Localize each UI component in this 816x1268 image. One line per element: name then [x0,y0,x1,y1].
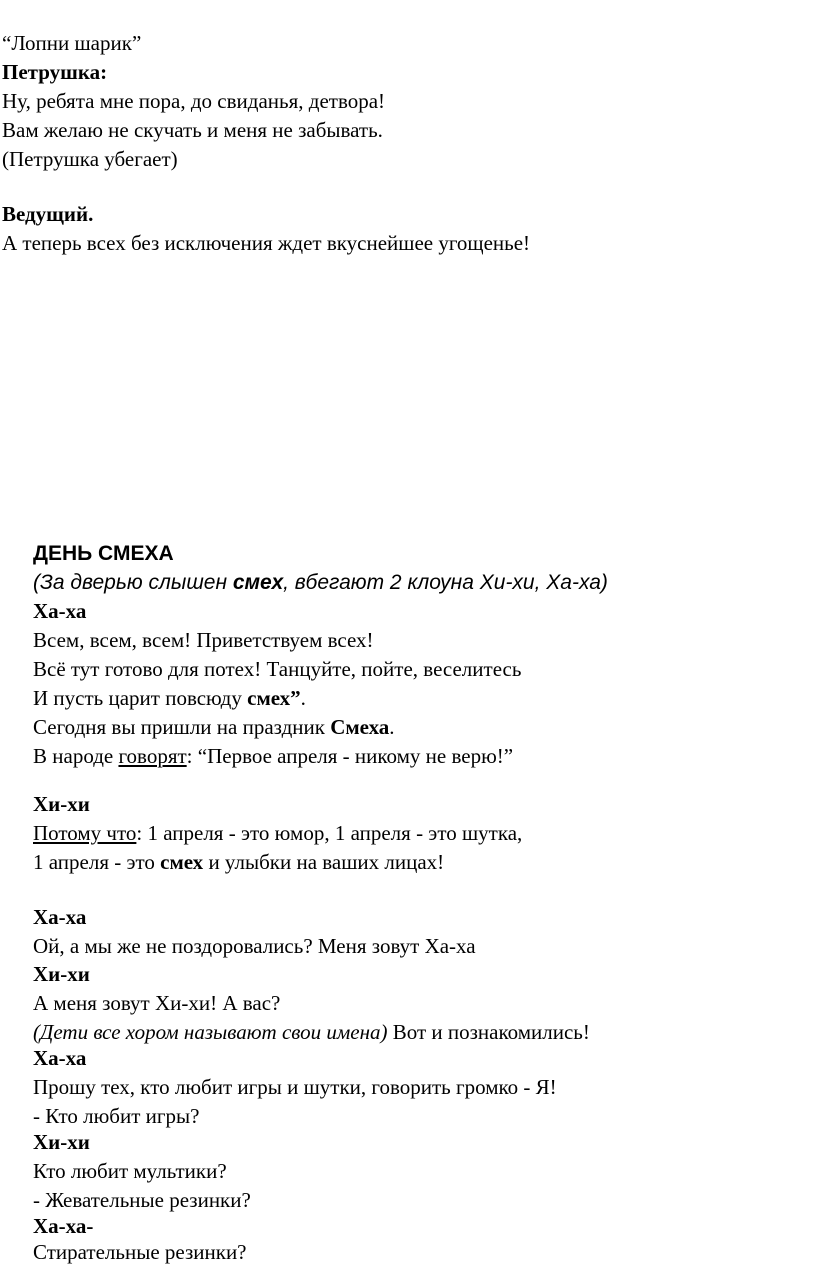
dialogue-line: Кто любит мультики? [33,1159,227,1183]
intro-stage-direction [33,568,608,597]
line-bold-word: смех [160,850,204,874]
speaker-name: Ха-ха- [33,1214,94,1238]
speaker-name: Ха-ха [33,905,87,929]
intro-text: (За дверью слышен [33,571,233,594]
line-underlined-word: Потому что [33,821,137,845]
dialogue-line [33,848,444,877]
line-bold-word: смех” [247,686,301,710]
stage-direction: (Петрушка убегает) [2,147,178,171]
dialogue-line: - Жевательные резинки? [33,1188,251,1212]
speaker-name: Ведущий. [2,202,94,226]
dialogue-line: Ну, ребята мне пора, до свиданья, детвора! [2,89,386,113]
speaker-name: Хи-хи [33,792,90,816]
dialogue-line [33,742,513,771]
section-heading: ДЕНЬ СМЕХА [33,542,174,565]
line-text: : 1 апреля - это юмор, 1 апреля - это шутка, [136,821,523,845]
line-text: Вот и познакомились! [387,1020,590,1044]
dialogue-line: А меня зовут Хи-хи! А вас? [33,991,281,1015]
line-text: В народе [33,744,119,768]
dialogue-line: Всё тут готово для потех! Танцуйте, пойте, веселитесь [33,657,522,681]
dialogue-line: Всем, всем, всем! Приветствуем всех! [33,628,374,652]
dialogue-line: Вам желаю не скучать и меня не забывать. [2,118,383,142]
line-text: 1 апреля - это [33,850,161,874]
line-text: и улыбки на ваших лицах! [203,850,445,874]
speaker-name: Хи-хи [33,1130,90,1154]
dialogue-line: - Кто любит игры? [33,1104,200,1128]
speaker-name: Петрушка: [2,60,108,84]
dialogue-line [33,1018,590,1047]
dialogue-line [33,819,522,848]
line-text: . [389,715,395,739]
line-text: Сегодня вы пришли на праздник [33,715,331,739]
speaker-name: Ха-ха [33,599,87,623]
dialogue-line: Прошу тех, кто любит игры и шутки, говорить громко - Я! [33,1075,557,1099]
line-text: И пусть царит повсюду [33,686,248,710]
intro-text: , вбегают 2 клоуна Хи-хи, Ха-ха) [283,571,608,594]
speaker-name: Хи-хи [33,962,90,986]
line-text: . [300,686,306,710]
speaker-name: Ха-ха [33,1046,87,1070]
dialogue-line: Стирательные резинки? [33,1240,247,1264]
line-underlined-word: говорят [118,744,187,768]
dialogue-line [33,684,306,713]
line-text: : “Первое апреля - никому не верю!” [186,744,514,768]
dialogue-line: Ой, а мы же не поздоровались? Меня зовут Ха-ха [33,934,476,958]
line-italic-direction: (Дети все хором называют свои имена) [33,1020,388,1044]
dialogue-line [33,713,395,742]
line-bold-word: Смеха [330,715,390,739]
dialogue-line: А теперь всех без исключения ждет вкуснейшее угощенье! [2,231,531,255]
song-title: “Лопни шарик” [2,31,142,55]
intro-bold-word: смех [232,571,284,594]
